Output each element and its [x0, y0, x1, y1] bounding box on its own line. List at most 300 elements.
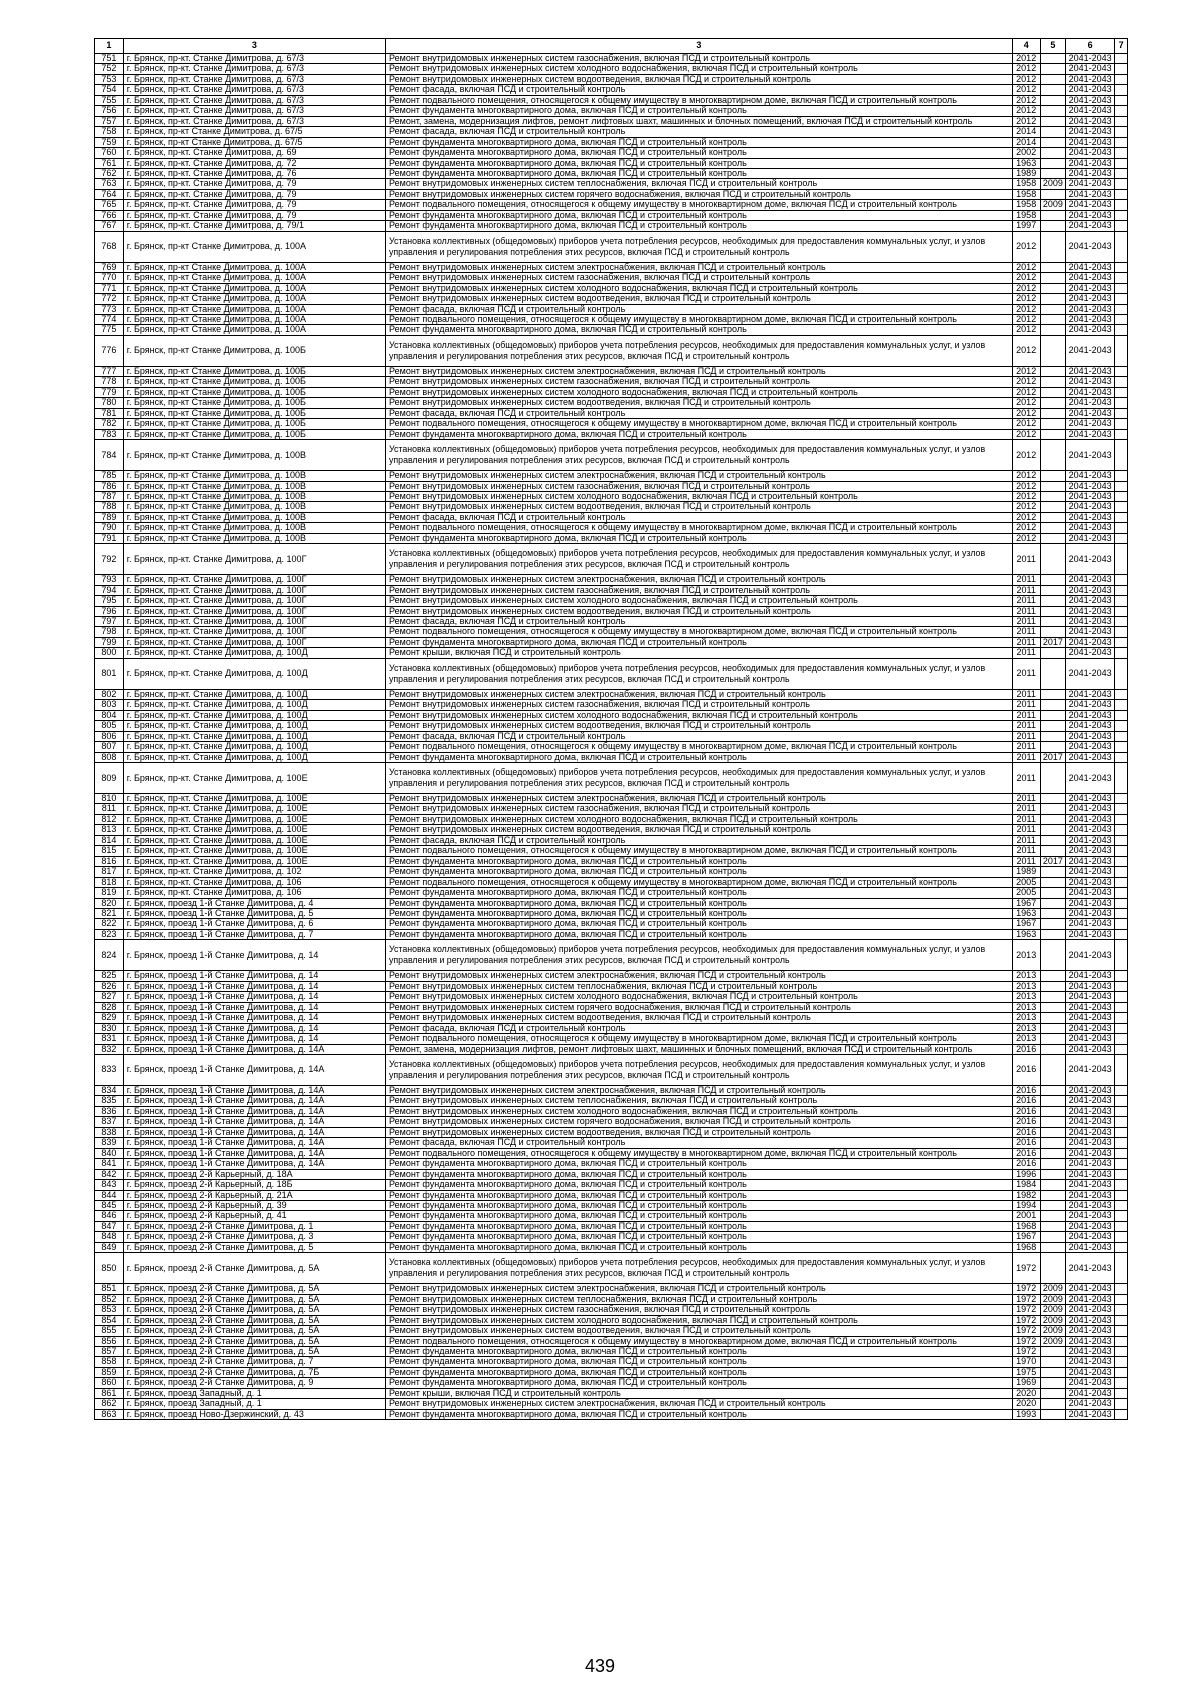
table-row	[95, 221, 1128, 231]
address-cell: г. Брянск, пр-кт Станке Димитрова, д. 100Б	[123, 408, 385, 418]
work-type-cell: Ремонт внутридомовых инженерных систем холодного водоснабжения, включая ПСД и строительный контроль	[386, 387, 1013, 397]
address-cell: г. Брянск, проезд 1-й Станке Димитрова, д. 14	[123, 981, 385, 991]
address-cell: г. Брянск, проезд 2-й Станке Димитрова, д. 5А	[123, 1305, 385, 1315]
work-type-cell: Ремонт фундамента многоквартирного дома, включая ПСД и строительный контроль	[386, 909, 1013, 919]
row-number-cell: 793	[95, 575, 124, 585]
empty-cell	[1115, 106, 1128, 116]
planned-period-cell: 2041-2043	[1066, 1242, 1115, 1252]
planned-period-cell: 2041-2043	[1066, 1326, 1115, 1336]
last-repair-year-cell	[1040, 617, 1066, 627]
planned-period-cell: 2041-2043	[1066, 648, 1115, 658]
last-repair-year-cell	[1040, 273, 1066, 283]
row-number-cell: 795	[95, 596, 124, 606]
address-cell: г. Брянск, проезд 1-й Станке Димитрова, д. 14А	[123, 1054, 385, 1085]
year-cell: 1996	[1012, 1169, 1040, 1179]
table-row	[95, 85, 1128, 95]
planned-period-cell: 2041-2043	[1066, 627, 1115, 637]
last-repair-year-cell	[1040, 627, 1066, 637]
row-number-cell: 790	[95, 523, 124, 533]
row-number-cell: 780	[95, 398, 124, 408]
last-repair-year-cell	[1040, 533, 1066, 543]
last-repair-year-cell	[1040, 1190, 1066, 1200]
planned-period-cell: 2041-2043	[1066, 575, 1115, 585]
address-cell: г. Брянск, пр-кт Станке Димитрова, д. 100В	[123, 440, 385, 471]
row-number-cell: 760	[95, 148, 124, 158]
planned-period-cell: 2041-2043	[1066, 1200, 1115, 1210]
planned-period-cell: 2041-2043	[1066, 262, 1115, 272]
empty-cell	[1115, 1127, 1128, 1137]
work-type-cell: Установка коллективных (общедомовых) приборов учета потребления ресурсов, необходимых для предоставления коммунальных услуг, и узлов управления и регулирования потребления этих ресурсов, включая ПСД и строительный контроль	[386, 658, 1013, 689]
planned-period-cell: 2041-2043	[1066, 1044, 1115, 1054]
year-cell: 2014	[1012, 137, 1040, 147]
work-type-cell: Ремонт внутридомовых инженерных систем электроснабжения, включая ПСД и строительный контроль	[386, 366, 1013, 376]
planned-period-cell: 2041-2043	[1066, 1096, 1115, 1106]
row-number-cell: 805	[95, 721, 124, 731]
empty-cell	[1115, 689, 1128, 699]
year-cell: 1972	[1012, 1315, 1040, 1325]
empty-cell	[1115, 1034, 1128, 1044]
year-cell: 2016	[1012, 1127, 1040, 1137]
row-number-cell: 842	[95, 1169, 124, 1179]
table-row	[95, 1127, 1128, 1137]
row-number-cell: 785	[95, 471, 124, 481]
row-number-cell: 839	[95, 1138, 124, 1148]
address-cell: г. Брянск, пр-кт Станке Димитрова, д. 100Б	[123, 398, 385, 408]
repair-program-table	[94, 38, 1128, 1420]
empty-cell	[1115, 1284, 1128, 1294]
year-cell: 2016	[1012, 1159, 1040, 1169]
work-type-cell: Ремонт внутридомовых инженерных систем водоотведения, включая ПСД и строительный контроль	[386, 1326, 1013, 1336]
empty-cell	[1115, 1357, 1128, 1367]
table-row	[95, 1346, 1128, 1356]
address-cell: г. Брянск, пр-кт. Станке Димитрова, д. 100Г	[123, 637, 385, 647]
last-repair-year-cell	[1040, 189, 1066, 199]
page-number: 439	[584, 1656, 616, 1676]
work-type-cell: Ремонт внутридомовых инженерных систем газоснабжения, включая ПСД и строительный контроль	[386, 273, 1013, 283]
row-number-cell: 815	[95, 846, 124, 856]
table-row	[95, 575, 1128, 585]
empty-cell	[1115, 387, 1128, 397]
last-repair-year-cell	[1040, 981, 1066, 991]
row-number-cell: 771	[95, 283, 124, 293]
row-number-cell: 792	[95, 544, 124, 575]
planned-period-cell: 2041-2043	[1066, 1378, 1115, 1388]
planned-period-cell: 2041-2043	[1066, 721, 1115, 731]
planned-period-cell: 2041-2043	[1066, 189, 1115, 199]
address-cell: г. Брянск, проезд 1-й Станке Димитрова, д. 14	[123, 971, 385, 981]
row-number-cell: 759	[95, 137, 124, 147]
address-cell: г. Брянск, пр-кт. Станке Димитрова, д. 100Д	[123, 700, 385, 710]
year-cell: 1967	[1012, 898, 1040, 908]
last-repair-year-cell: 2009	[1040, 200, 1066, 210]
year-cell: 2012	[1012, 387, 1040, 397]
table-row	[95, 1096, 1128, 1106]
address-cell: г. Брянск, пр-кт Станке Димитрова, д. 100А	[123, 231, 385, 262]
address-cell: г. Брянск, пр-кт. Станке Димитрова, д. 100Е	[123, 804, 385, 814]
last-repair-year-cell	[1040, 283, 1066, 293]
last-repair-year-cell	[1040, 366, 1066, 376]
empty-cell	[1115, 814, 1128, 824]
planned-period-cell: 2041-2043	[1066, 106, 1115, 116]
table-row	[95, 1409, 1128, 1419]
work-type-cell: Ремонт фундамента многоквартирного дома, включая ПСД и строительный контроль	[386, 867, 1013, 877]
year-cell: 2012	[1012, 429, 1040, 439]
table-row	[95, 1054, 1128, 1085]
empty-cell	[1115, 794, 1128, 804]
work-type-cell: Ремонт фасада, включая ПСД и строительный контроль	[386, 304, 1013, 314]
planned-period-cell: 2041-2043	[1066, 1221, 1115, 1231]
work-type-cell: Ремонт внутридомовых инженерных систем горячего водоснабжения, включая ПСД и строительный контроль	[386, 1117, 1013, 1127]
year-cell: 1993	[1012, 1409, 1040, 1419]
work-type-cell: Ремонт фундамента многоквартирного дома, включая ПСД и строительный контроль	[386, 1169, 1013, 1179]
empty-cell	[1115, 408, 1128, 418]
planned-period-cell: 2041-2043	[1066, 481, 1115, 491]
empty-cell	[1115, 637, 1128, 647]
last-repair-year-cell	[1040, 742, 1066, 752]
year-cell: 2013	[1012, 981, 1040, 991]
last-repair-year-cell	[1040, 710, 1066, 720]
table-row	[95, 1399, 1128, 1409]
year-cell: 1982	[1012, 1190, 1040, 1200]
planned-period-cell: 2041-2043	[1066, 689, 1115, 699]
work-type-cell: Ремонт фасада, включая ПСД и строительный контроль	[386, 617, 1013, 627]
row-number-cell: 801	[95, 658, 124, 689]
work-type-cell: Ремонт крыши, включая ПСД и строительный контроль	[386, 648, 1013, 658]
table-row	[95, 846, 1128, 856]
row-number-cell: 831	[95, 1034, 124, 1044]
empty-cell	[1115, 127, 1128, 137]
table-row	[95, 1200, 1128, 1210]
table-row	[95, 533, 1128, 543]
year-cell: 2012	[1012, 533, 1040, 543]
planned-period-cell: 2041-2043	[1066, 168, 1115, 178]
work-type-cell: Установка коллективных (общедомовых) приборов учета потребления ресурсов, необходимых для предоставления коммунальных услуг, и узлов управления и регулирования потребления этих ресурсов, включая ПСД и строительный контроль	[386, 440, 1013, 471]
work-type-cell: Ремонт фундамента многоквартирного дома, включая ПСД и строительный контроль	[386, 106, 1013, 116]
planned-period-cell: 2041-2043	[1066, 440, 1115, 471]
empty-cell	[1115, 1138, 1128, 1148]
empty-cell	[1115, 262, 1128, 272]
last-repair-year-cell	[1040, 398, 1066, 408]
year-cell: 1972	[1012, 1294, 1040, 1304]
table-row	[95, 440, 1128, 471]
last-repair-year-cell	[1040, 1085, 1066, 1095]
table-row	[95, 867, 1128, 877]
work-type-cell: Ремонт внутридомовых инженерных систем холодного водоснабжения, включая ПСД и строительный контроль	[386, 814, 1013, 824]
work-type-cell: Ремонт внутридомовых инженерных систем холодного водоснабжения, включая ПСД и строительный контроль	[386, 1315, 1013, 1325]
last-repair-year-cell	[1040, 168, 1066, 178]
row-number-cell: 756	[95, 106, 124, 116]
table-row	[95, 1336, 1128, 1346]
planned-period-cell: 2041-2043	[1066, 585, 1115, 595]
year-cell: 2012	[1012, 314, 1040, 324]
table-row	[95, 491, 1128, 501]
planned-period-cell: 2041-2043	[1066, 700, 1115, 710]
address-cell: г. Брянск, пр-кт. Станке Димитрова, д. 72	[123, 158, 385, 168]
table-row	[95, 398, 1128, 408]
planned-period-cell: 2041-2043	[1066, 846, 1115, 856]
year-cell: 2011	[1012, 689, 1040, 699]
address-cell: г. Брянск, пр-кт. Станке Димитрова, д. 100Д	[123, 658, 385, 689]
year-cell: 2012	[1012, 54, 1040, 64]
address-cell: г. Брянск, проезд 1-й Станке Димитрова, д. 14	[123, 992, 385, 1002]
address-cell: г. Брянск, пр-кт Станке Димитрова, д. 100Б	[123, 419, 385, 429]
address-cell: г. Брянск, пр-кт. Станке Димитрова, д. 100Г	[123, 544, 385, 575]
year-cell: 2011	[1012, 658, 1040, 689]
planned-period-cell: 2041-2043	[1066, 971, 1115, 981]
year-cell: 2011	[1012, 700, 1040, 710]
row-number-cell: 820	[95, 898, 124, 908]
last-repair-year-cell	[1040, 74, 1066, 84]
last-repair-year-cell	[1040, 127, 1066, 137]
address-cell: г. Брянск, пр-кт Станке Димитрова, д. 100А	[123, 304, 385, 314]
address-cell: г. Брянск, пр-кт. Станке Димитрова, д. 100Г	[123, 627, 385, 637]
work-type-cell: Ремонт фундамента многоквартирного дома, включая ПСД и строительный контроль	[386, 1346, 1013, 1356]
planned-period-cell: 2041-2043	[1066, 471, 1115, 481]
row-number-cell: 755	[95, 95, 124, 105]
year-cell: 2011	[1012, 856, 1040, 866]
work-type-cell: Ремонт внутридомовых инженерных систем теплоснабжения, включая ПСД и строительный контроль	[386, 179, 1013, 189]
empty-cell	[1115, 64, 1128, 74]
planned-period-cell: 2041-2043	[1066, 127, 1115, 137]
last-repair-year-cell: 2009	[1040, 179, 1066, 189]
row-number-cell: 856	[95, 1336, 124, 1346]
table-row	[95, 1232, 1128, 1242]
row-number-cell: 832	[95, 1044, 124, 1054]
row-number-cell: 828	[95, 1002, 124, 1012]
empty-cell	[1115, 867, 1128, 877]
last-repair-year-cell	[1040, 440, 1066, 471]
table-row	[95, 262, 1128, 272]
empty-cell	[1115, 335, 1128, 366]
empty-cell	[1115, 200, 1128, 210]
table-row	[95, 200, 1128, 210]
table-row	[95, 888, 1128, 898]
table-row	[95, 314, 1128, 324]
address-cell: г. Брянск, пр-кт Станке Димитрова, д. 100В	[123, 491, 385, 501]
row-number-cell: 860	[95, 1378, 124, 1388]
planned-period-cell: 2041-2043	[1066, 512, 1115, 522]
row-number-cell: 765	[95, 200, 124, 210]
table-row	[95, 1305, 1128, 1315]
last-repair-year-cell	[1040, 1409, 1066, 1419]
planned-period-cell: 2041-2043	[1066, 710, 1115, 720]
address-cell: г. Брянск, пр-кт. Станке Димитрова, д. 67/3	[123, 54, 385, 64]
last-repair-year-cell	[1040, 992, 1066, 1002]
year-cell: 2002	[1012, 148, 1040, 158]
last-repair-year-cell	[1040, 825, 1066, 835]
last-repair-year-cell	[1040, 763, 1066, 794]
year-cell: 1972	[1012, 1284, 1040, 1294]
year-cell: 2011	[1012, 617, 1040, 627]
year-cell: 2012	[1012, 262, 1040, 272]
address-cell: г. Брянск, проезд 2-й Станке Димитрова, д. 7Б	[123, 1367, 385, 1377]
planned-period-cell: 2041-2043	[1066, 294, 1115, 304]
work-type-cell: Ремонт подвального помещения, относящегося к общему имуществу в многоквартирном доме, включая ПСД и строительный контроль	[386, 627, 1013, 637]
planned-period-cell: 2041-2043	[1066, 502, 1115, 512]
row-number-cell: 762	[95, 168, 124, 178]
table-row	[95, 940, 1128, 971]
year-cell: 2013	[1012, 940, 1040, 971]
row-number-cell: 779	[95, 387, 124, 397]
row-number-cell: 776	[95, 335, 124, 366]
year-cell: 2012	[1012, 408, 1040, 418]
work-type-cell: Установка коллективных (общедомовых) приборов учета потребления ресурсов, необходимых для предоставления коммунальных услуг, и узлов управления и регулирования потребления этих ресурсов, включая ПСД и строительный контроль	[386, 231, 1013, 262]
row-number-cell: 752	[95, 64, 124, 74]
address-cell: г. Брянск, пр-кт. Станке Димитрова, д. 106	[123, 888, 385, 898]
work-type-cell: Ремонт внутридомовых инженерных систем холодного водоснабжения, включая ПСД и строительный контроль	[386, 64, 1013, 74]
year-cell: 2020	[1012, 1399, 1040, 1409]
planned-period-cell: 2041-2043	[1066, 1002, 1115, 1012]
table-row	[95, 971, 1128, 981]
last-repair-year-cell	[1040, 794, 1066, 804]
year-cell: 2012	[1012, 106, 1040, 116]
planned-period-cell: 2041-2043	[1066, 794, 1115, 804]
planned-period-cell: 2041-2043	[1066, 148, 1115, 158]
row-number-cell: 807	[95, 742, 124, 752]
address-cell: г. Брянск, пр-кт. Станке Димитрова, д. 69	[123, 148, 385, 158]
last-repair-year-cell	[1040, 689, 1066, 699]
planned-period-cell: 2041-2043	[1066, 1054, 1115, 1085]
planned-period-cell: 2041-2043	[1066, 231, 1115, 262]
year-cell: 2014	[1012, 127, 1040, 137]
work-type-cell: Ремонт фундамента многоквартирного дома, включая ПСД и строительный контроль	[386, 856, 1013, 866]
row-number-cell: 827	[95, 992, 124, 1002]
row-number-cell: 803	[95, 700, 124, 710]
work-type-cell: Ремонт фундамента многоквартирного дома, включая ПСД и строительный контроль	[386, 1409, 1013, 1419]
empty-cell	[1115, 325, 1128, 335]
row-number-cell: 835	[95, 1096, 124, 1106]
table-row	[95, 700, 1128, 710]
table-row	[95, 710, 1128, 720]
planned-period-cell: 2041-2043	[1066, 387, 1115, 397]
planned-period-cell: 2041-2043	[1066, 1294, 1115, 1304]
empty-cell	[1115, 544, 1128, 575]
last-repair-year-cell	[1040, 971, 1066, 981]
address-cell: г. Брянск, пр-кт. Станке Димитрова, д. 100Г	[123, 575, 385, 585]
last-repair-year-cell	[1040, 325, 1066, 335]
row-number-cell: 848	[95, 1232, 124, 1242]
planned-period-cell: 2041-2043	[1066, 1169, 1115, 1179]
table-row	[95, 179, 1128, 189]
row-number-cell: 812	[95, 814, 124, 824]
empty-cell	[1115, 419, 1128, 429]
work-type-cell: Ремонт подвального помещения, относящегося к общему имуществу в многоквартирном доме, включая ПСД и строительный контроль	[386, 523, 1013, 533]
last-repair-year-cell	[1040, 544, 1066, 575]
year-cell: 2011	[1012, 606, 1040, 616]
planned-period-cell: 2041-2043	[1066, 1315, 1115, 1325]
row-number-cell: 855	[95, 1326, 124, 1336]
table-row	[95, 1367, 1128, 1377]
row-number-cell: 846	[95, 1211, 124, 1221]
empty-cell	[1115, 752, 1128, 762]
address-cell: г. Брянск, проезд 2-й Станке Димитрова, д. 5А	[123, 1315, 385, 1325]
address-cell: г. Брянск, пр-кт. Станке Димитрова, д. 100Е	[123, 763, 385, 794]
year-cell: 2011	[1012, 585, 1040, 595]
last-repair-year-cell	[1040, 1096, 1066, 1106]
empty-cell	[1115, 1117, 1128, 1127]
work-type-cell: Ремонт фундамента многоквартирного дома, включая ПСД и строительный контроль	[386, 1357, 1013, 1367]
empty-cell	[1115, 1054, 1128, 1085]
row-number-cell: 777	[95, 366, 124, 376]
year-cell: 2012	[1012, 325, 1040, 335]
last-repair-year-cell	[1040, 137, 1066, 147]
empty-cell	[1115, 283, 1128, 293]
work-type-cell: Ремонт внутридомовых инженерных систем горячего водоснабжения, включая ПСД и строительный контроль	[386, 189, 1013, 199]
year-cell: 2016	[1012, 1106, 1040, 1116]
empty-cell	[1115, 189, 1128, 199]
year-cell: 2016	[1012, 1138, 1040, 1148]
row-number-cell: 787	[95, 491, 124, 501]
last-repair-year-cell	[1040, 1253, 1066, 1284]
empty-cell	[1115, 273, 1128, 283]
table-row	[95, 64, 1128, 74]
row-number-cell: 834	[95, 1085, 124, 1095]
planned-period-cell: 2041-2043	[1066, 909, 1115, 919]
empty-cell	[1115, 721, 1128, 731]
planned-period-cell: 2041-2043	[1066, 1034, 1115, 1044]
planned-period-cell: 2041-2043	[1066, 1159, 1115, 1169]
work-type-cell: Ремонт фасада, включая ПСД и строительный контроль	[386, 408, 1013, 418]
row-number-cell: 768	[95, 231, 124, 262]
year-cell: 2016	[1012, 1085, 1040, 1095]
last-repair-year-cell	[1040, 231, 1066, 262]
row-number-cell: 802	[95, 689, 124, 699]
planned-period-cell: 2041-2043	[1066, 835, 1115, 845]
address-cell: г. Брянск, проезд 1-й Станке Димитрова, д. 14	[123, 1023, 385, 1033]
planned-period-cell: 2041-2043	[1066, 1127, 1115, 1137]
row-number-cell: 764	[95, 189, 124, 199]
work-type-cell: Ремонт внутридомовых инженерных систем газоснабжения, включая ПСД и строительный контроль	[386, 1305, 1013, 1315]
work-type-cell: Ремонт фасада, включая ПСД и строительный контроль	[386, 1138, 1013, 1148]
address-cell: г. Брянск, пр-кт. Станке Димитрова, д. 67/3	[123, 64, 385, 74]
empty-cell	[1115, 1159, 1128, 1169]
address-cell: г. Брянск, проезд 1-й Станке Димитрова, д. 7	[123, 929, 385, 939]
year-cell: 2012	[1012, 366, 1040, 376]
work-type-cell: Установка коллективных (общедомовых) приборов учета потребления ресурсов, необходимых для предоставления коммунальных услуг, и узлов управления и регулирования потребления этих ресурсов, включая ПСД и строительный контроль	[386, 544, 1013, 575]
address-cell: г. Брянск, пр-кт. Станке Димитрова, д. 100Е	[123, 846, 385, 856]
year-cell: 2011	[1012, 752, 1040, 762]
table-row	[95, 54, 1128, 64]
work-type-cell: Ремонт внутридомовых инженерных систем водоотведения, включая ПСД и строительный контроль	[386, 1013, 1013, 1023]
year-cell: 2012	[1012, 419, 1040, 429]
last-repair-year-cell	[1040, 419, 1066, 429]
empty-cell	[1115, 1044, 1128, 1054]
year-cell: 1958	[1012, 200, 1040, 210]
empty-cell	[1115, 1096, 1128, 1106]
planned-period-cell: 2041-2043	[1066, 814, 1115, 824]
row-number-cell: 816	[95, 856, 124, 866]
address-cell: г. Брянск, пр-кт. Станке Димитрова, д. 100Е	[123, 814, 385, 824]
year-cell: 2011	[1012, 731, 1040, 741]
year-cell: 1963	[1012, 929, 1040, 939]
work-type-cell: Ремонт внутридомовых инженерных систем холодного водоснабжения, включая ПСД и строительный контроль	[386, 596, 1013, 606]
address-cell: г. Брянск, пр-кт. Станке Димитрова, д. 100Д	[123, 689, 385, 699]
table-row	[95, 408, 1128, 418]
work-type-cell: Ремонт внутридомовых инженерных систем электроснабжения, включая ПСД и строительный контроль	[386, 471, 1013, 481]
table-row	[95, 544, 1128, 575]
year-cell: 2012	[1012, 481, 1040, 491]
address-cell: г. Брянск, пр-кт. Станке Димитрова, д. 67/3	[123, 85, 385, 95]
row-number-cell: 841	[95, 1159, 124, 1169]
work-type-cell: Ремонт фундамента многоквартирного дома, включая ПСД и строительный контроль	[386, 168, 1013, 178]
row-number-cell: 797	[95, 617, 124, 627]
work-type-cell: Ремонт подвального помещения, относящегося к общему имуществу в многоквартирном доме, включая ПСД и строительный контроль	[386, 200, 1013, 210]
planned-period-cell: 2041-2043	[1066, 95, 1115, 105]
last-repair-year-cell	[1040, 585, 1066, 595]
address-cell: г. Брянск, пр-кт Станке Димитрова, д. 100В	[123, 512, 385, 522]
year-cell: 2016	[1012, 1117, 1040, 1127]
address-cell: г. Брянск, пр-кт Станке Димитрова, д. 100Б	[123, 377, 385, 387]
